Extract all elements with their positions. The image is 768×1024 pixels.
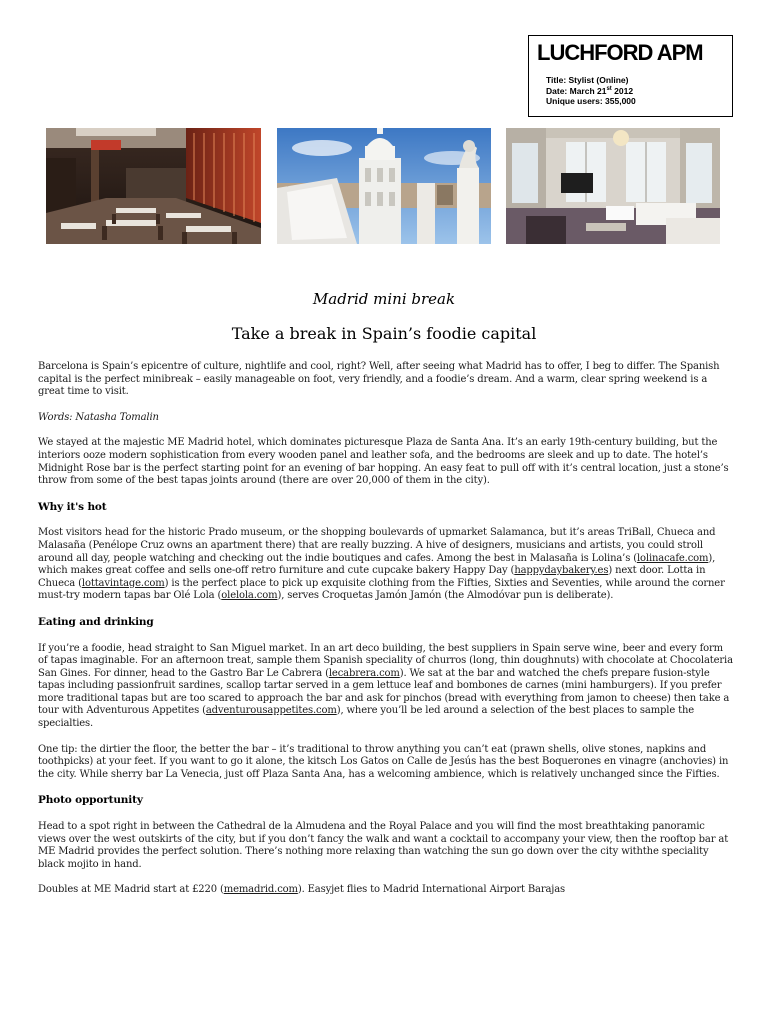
rooftop-photo: [277, 128, 491, 244]
link-lolinacafe[interactable]: lolinacafe.com: [636, 552, 709, 564]
why-hot-paragraph: Most visitors head for the historic Prado museum, or the shopping boulevards of upmarket Salamanca, but it’s areas TriBall, Chueca and Malasaña (Penélope Cruz owns an apartment there) that are really buzzing. A hive of designers, musicians and artists, you could stroll around all day, people watching and checking out the indie boutiques and cafes. Among the best in Malasaña is Lolina’s (lolinacafe.com), which makes great coffee and sells one-off retro furniture and cute cupcake bakery Happy Day (happydaybakery.es) next door. Lotta in Chueca (lottavintage.com) is the perfect place to pick up exquisite clothing from the Fifties, Sixties and Seventies, while around the corner must-try modern tapas bar Olé Lola (olelola.com), serves Croquetas Jamón Jamón (the Almodóvar pun is deliberate).: [38, 527, 725, 602]
link-happydaybakery[interactable]: happydaybakery.es: [514, 565, 609, 577]
meta-date: Date: March 21st 2012: [546, 85, 634, 96]
section-heading-why-hot: Why it's hot: [38, 500, 107, 513]
link-olelola[interactable]: olelola.com: [221, 590, 278, 602]
link-memadrid[interactable]: memadrid.com: [223, 884, 298, 896]
photo-paragraph: Head to a spot right in between the Cathedral de la Almudena and the Royal Palace and you will find the most breathtaking panoramic views over the west outskirts of the city, but if you don’t fancy the walk and want a cocktail to accompany your view, then the rooftop bar at ME Madrid provides the perfect solution. There’s nothing more relaxing than watching the sun go down over the city withthe speciality black mojito in hand.: [38, 821, 729, 870]
section-heading-photo: Photo opportunity: [38, 794, 143, 807]
meta-title: Title: Stylist (Online): [546, 75, 629, 85]
link-lottavintage[interactable]: lottavintage.com: [81, 577, 165, 589]
hotel-room-photo: [506, 128, 720, 244]
article-headline: Take a break in Spain’s foodie capital: [231, 324, 537, 343]
byline: Words: Natasha Tomalin: [38, 411, 159, 423]
article-body: [38, 361, 734, 910]
closing-paragraph: Doubles at ME Madrid start at £220 (memadrid.com). Easyjet flies to Madrid International Airport Barajas: [38, 884, 566, 896]
restaurant-photo: [46, 128, 261, 244]
hotel-paragraph: We stayed at the majestic ME Madrid hotel, which dominates picturesque Plaza de Santa Ana. It’s an early 19th-century building, but the interiors ooze modern sophistication from every wooden panel and leather sofa, and the bedrooms are sleek and up to date. The hotel’s Midnight Rose bar is the perfect starting point for an evening of bar hopping. An easy feat to pull off with it’s central location, just a stone’s throw from some of the best tapas joints around (there are over 20,000 of them in the city).: [38, 437, 729, 487]
publication-stamp: [528, 35, 733, 117]
brand-logo: LUCHFORD APM: [537, 40, 703, 65]
meta-unique-users: Unique users: 355,000: [546, 96, 636, 106]
article-kicker: Madrid mini break: [312, 290, 456, 308]
eating-paragraph: If you’re a foodie, head straight to San Miguel market. In an art deco building, the best suppliers in Spain serve wine, beer and every form of tapas imaginable. For an afternoon treat, sample them Spanish speciality of churros (long, thin doughnuts) with chocolate at Chocolateria San Gines. For dinner, head to the Gastro Bar Le Cabrera (lecabrera.com). We sat at the bar and watched the chefs prepare fusion-style tapas including passionfruit sardines, scallop tartar served in a gem lettuce leaf and bombones de carnes (mini hamburgers). If you prefer more traditional tapas but are too scared to approach the bar and ask for pinchos (bread with everything from jamon to cheese) then take a tour with Adventurous Appetites (adventurousappetites.com), where you’ll be led around a selection of the best places to sample the specialties.: [38, 642, 733, 730]
publication-meta: [546, 75, 636, 107]
section-heading-eating: Eating and drinking: [38, 615, 154, 628]
intro-paragraph: Barcelona is Spain’s epicentre of culture, nightlife and cool, right? Well, after seeing what Madrid has to offer, I beg to differ. The Spanish capital is the perfect minibreak – easily manageable on foot, very friendly, and a foodie’s dream. And a warm, clear spring weekend is a great time to visit.: [38, 361, 720, 398]
link-adventurousappetites[interactable]: adventurousappetites.com: [205, 705, 337, 717]
link-lecabrera[interactable]: lecabrera.com: [328, 667, 400, 679]
tip-paragraph: One tip: the dirtier the floor, the better the bar – it’s traditional to throw anything you can’t eat (prawn shells, olive stones, napkins and toothpicks) at your feet. If you want to go it alone, the kitsch Los Gatos on Calle de Jesús has the best Boquerones en vinagre (anchovies) in the city. While sherry bar La Venecia, just off Plaza Santa Ana, has a welcoming ambience, which is relatively unchanged since the Fifties.: [38, 743, 729, 780]
